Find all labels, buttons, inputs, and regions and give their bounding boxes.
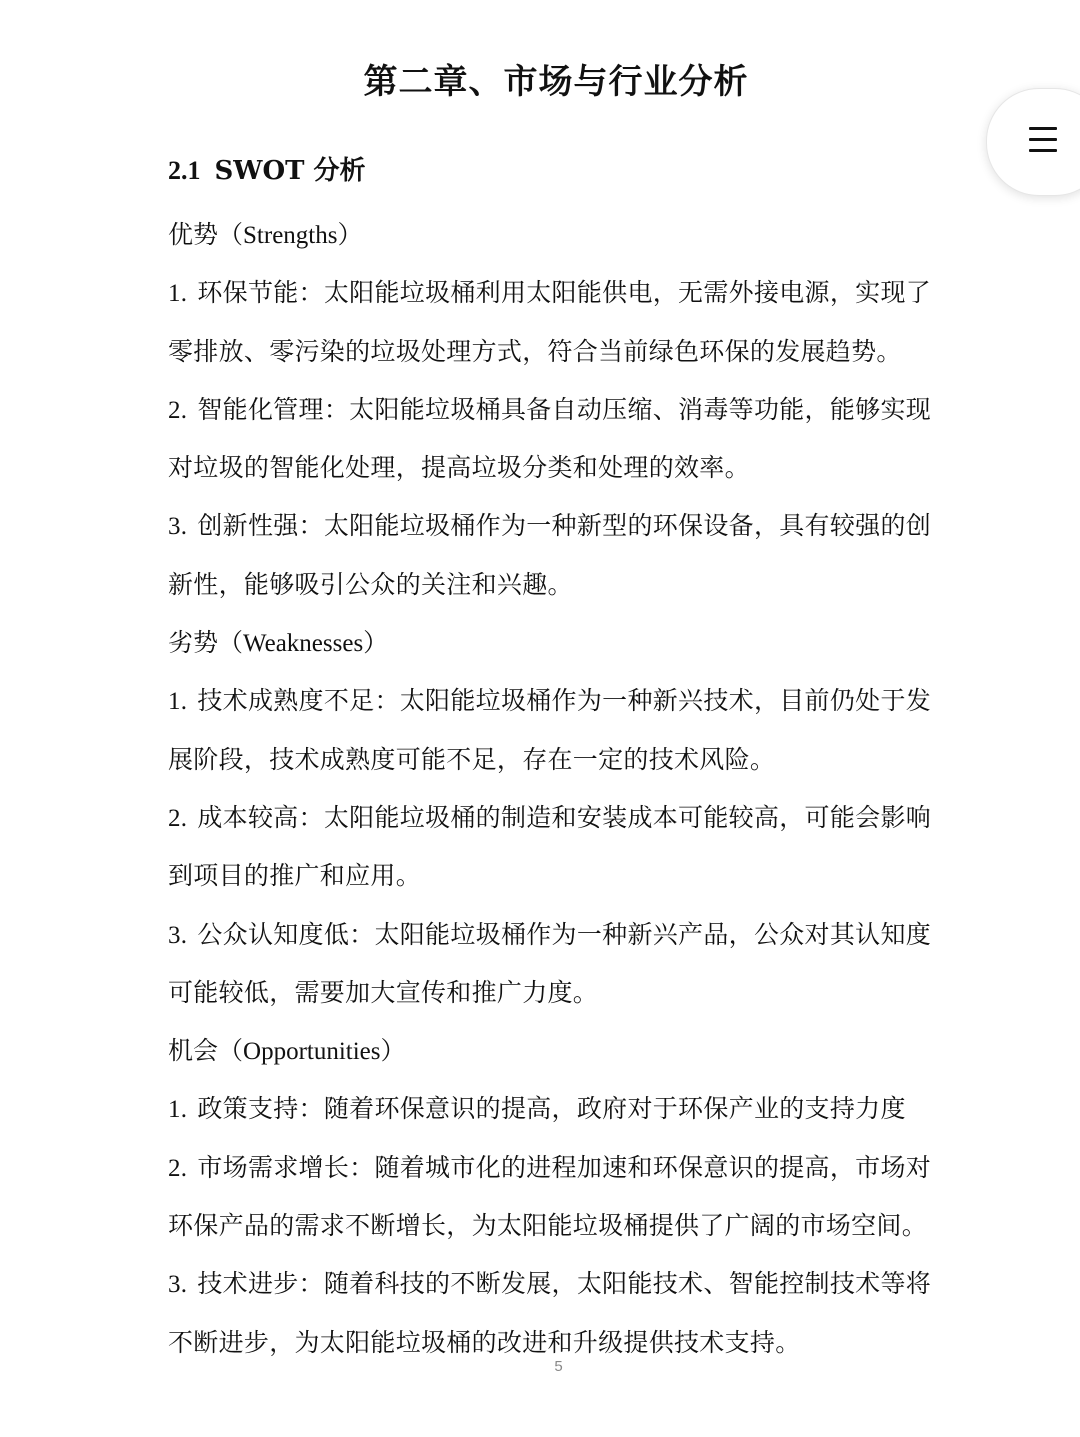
list-item-continuation: 展阶段，技术成熟度可能不足，存在一定的技术风险。 (168, 744, 776, 774)
document-body (168, 148, 958, 1372)
item-text: 创新性强：太阳能垃圾桶作为一种新型的环保设备，具有较强的创 (197, 511, 932, 541)
item-number: 3. (168, 1271, 188, 1299)
category-label: 机会 (168, 1036, 219, 1066)
item-text: 环保节能：太阳能垃圾桶利用太阳能供电，无需外接电源，实现了 (197, 278, 932, 308)
category-label: 优势 (168, 220, 219, 249)
menu-button[interactable] (986, 88, 1080, 196)
section-title: SWOT 分析 (214, 156, 366, 186)
item-text: 技术进步：随着科技的不断发展，太阳能技术、智能控制技术等将 (197, 1269, 932, 1299)
item-number: 3. (168, 513, 188, 541)
category-weaknesses (168, 614, 958, 672)
list-item-continuation: 环保产品的需求不断增长，为太阳能垃圾桶提供了广阔的市场空间。 (168, 1211, 928, 1241)
list-item (168, 1255, 958, 1313)
list-item (168, 672, 958, 730)
item-text: 成本较高：太阳能垃圾桶的制造和安装成本可能较高，可能会影响 (197, 802, 932, 832)
category-strengths (168, 206, 958, 264)
section-number: 2.1 (168, 156, 201, 185)
item-text: 公众认知度低：太阳能垃圾桶作为一种新兴产品，公众对其认知度 (197, 919, 932, 949)
item-number: 2. (168, 1154, 188, 1182)
item-number: 1. (168, 280, 188, 308)
list-item-continuation: 新性，能够吸引公众的关注和兴趣。 (168, 569, 573, 599)
item-text: 市场需求增长：随着城市化的进程加速和环保意识的提高，市场对 (197, 1152, 932, 1182)
list-item-continuation: 可能较低，需要加大宣传和推广力度。 (168, 977, 599, 1007)
list-item-continuation: 对垃圾的智能化处理，提高垃圾分类和处理的效率。 (168, 453, 750, 483)
item-text: 智能化管理：太阳能垃圾桶具备自动压缩、消毒等功能，能够实现 (197, 394, 932, 424)
item-number: 3. (168, 921, 188, 949)
list-item-continuation: 不断进步，为太阳能垃圾桶的改进和升级提供技术支持。 (168, 1327, 801, 1357)
category-label-en: （Strengths） (218, 222, 363, 249)
page-number: 5 (554, 1358, 563, 1375)
list-item (168, 789, 958, 847)
category-label-en: （Weaknesses） (218, 630, 389, 658)
list-item (168, 1139, 958, 1197)
category-label-en: （Opportunities） (218, 1038, 406, 1066)
chapter-title: 第二章、市场与行业分析 (363, 62, 749, 102)
list-item-continuation: 到项目的推广和应用。 (168, 861, 422, 891)
list-item (168, 381, 958, 439)
item-number: 1. (168, 688, 188, 716)
hamburger-menu-icon[interactable] (1029, 127, 1057, 153)
item-number: 2. (168, 804, 188, 832)
item-text: 政策支持：随着环保意识的提高，政府对于环保产业的支持力度 (197, 1094, 906, 1124)
item-number: 2. (168, 396, 188, 424)
list-item (168, 906, 958, 964)
list-item-continuation: 零排放、零污染的垃圾处理方式，符合当前绿色环保的发展趋势。 (168, 336, 902, 366)
list-item (168, 1080, 958, 1138)
list-item (168, 497, 958, 555)
item-text: 技术成熟度不足：太阳能垃圾桶作为一种新兴技术，目前仍处于发 (197, 686, 932, 716)
section-heading (168, 148, 958, 194)
category-opportunities (168, 1022, 958, 1080)
item-number: 1. (168, 1096, 188, 1124)
category-label: 劣势 (168, 628, 219, 658)
list-item (168, 264, 958, 322)
